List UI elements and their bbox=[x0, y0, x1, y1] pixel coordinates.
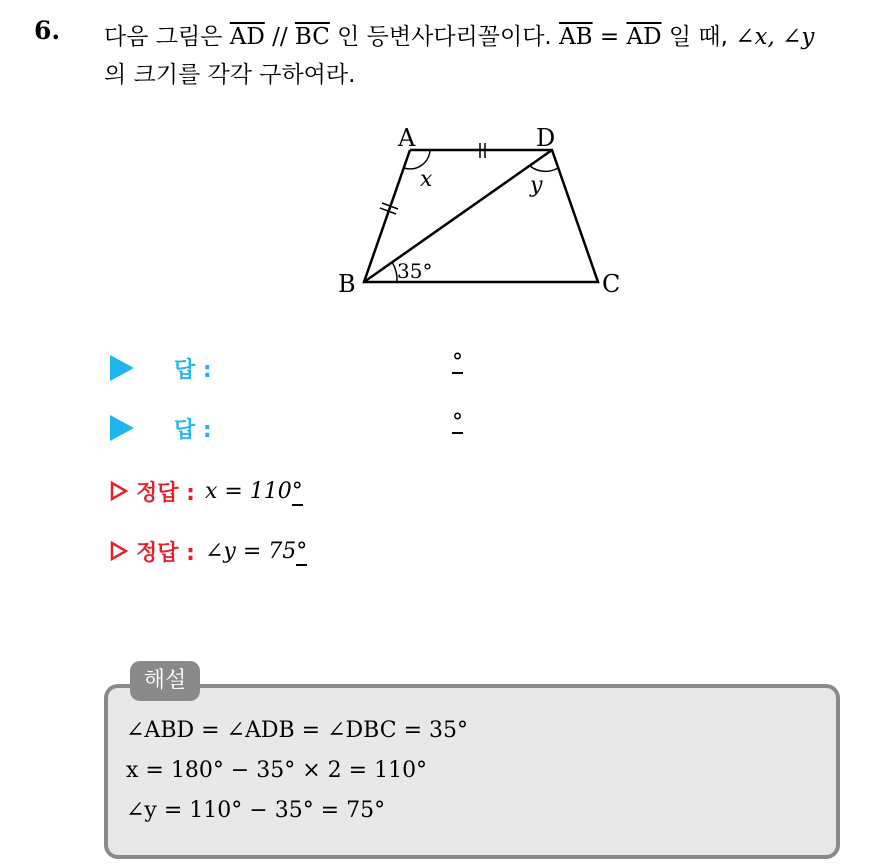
question-text: 다음 그림은 bbox=[104, 24, 230, 50]
solution-label: 정답 : bbox=[136, 540, 195, 566]
solution-value: x = 110° bbox=[204, 478, 303, 504]
solution-label: 정답 : bbox=[136, 480, 195, 506]
solution-value: ∠y = 75° bbox=[204, 538, 308, 564]
answer-label: 답 : bbox=[174, 357, 212, 383]
segment-ad: $\overline{AD}$ bbox=[626, 24, 662, 50]
angle-label-y: y bbox=[530, 173, 543, 198]
vertex-label-b: B bbox=[338, 270, 356, 298]
vertex-label-d: D bbox=[536, 124, 556, 152]
solution-row-2 bbox=[110, 533, 307, 569]
explanation-line-1: ∠ABD = ∠ADB = ∠DBC = 35° bbox=[126, 718, 468, 743]
answer-row-1 bbox=[110, 350, 212, 386]
parallel-sign: // bbox=[264, 24, 295, 50]
answer-row-2 bbox=[110, 410, 212, 446]
explanation-line-2: x = 180° − 35° × 2 = 110° bbox=[126, 758, 428, 783]
answer-label: 답 : bbox=[174, 417, 212, 443]
answer-input-1[interactable]: ° bbox=[452, 350, 463, 375]
question-line-1 bbox=[104, 18, 814, 51]
angle-label-35: 35° bbox=[397, 259, 433, 283]
segment-ab: $\overline{AB}$ bbox=[559, 24, 593, 50]
question-text: 인 등변사다리꼴이다. bbox=[329, 24, 560, 50]
segment-bc: $\overline{BC}$ bbox=[294, 24, 330, 50]
explanation-tab: 해설 bbox=[130, 661, 200, 701]
outline-triangle-icon bbox=[110, 541, 128, 561]
question-number: 6. bbox=[34, 16, 61, 45]
segment-ad: $\overline{AD}$ bbox=[229, 24, 265, 50]
outline-triangle-icon bbox=[110, 481, 128, 501]
play-triangle-icon bbox=[110, 415, 134, 441]
equals-sign: = bbox=[592, 24, 627, 50]
question-line-2: 의 크기를 각각 구하여라. bbox=[104, 62, 356, 88]
vertex-label-c: C bbox=[602, 270, 621, 298]
answer-input-2[interactable]: ° bbox=[452, 410, 463, 435]
angle-arc-y bbox=[530, 166, 558, 171]
angle-label-x: x bbox=[420, 167, 433, 192]
play-triangle-icon bbox=[110, 355, 134, 381]
angle-variables: ∠x, ∠y bbox=[735, 24, 815, 50]
vertex-label-a: A bbox=[398, 124, 416, 152]
trapezoid-figure bbox=[320, 110, 640, 310]
solution-row-1 bbox=[110, 473, 303, 509]
explanation-line-3: ∠y = 110° − 35° = 75° bbox=[126, 798, 386, 823]
question-text: 일 때, bbox=[661, 24, 736, 50]
